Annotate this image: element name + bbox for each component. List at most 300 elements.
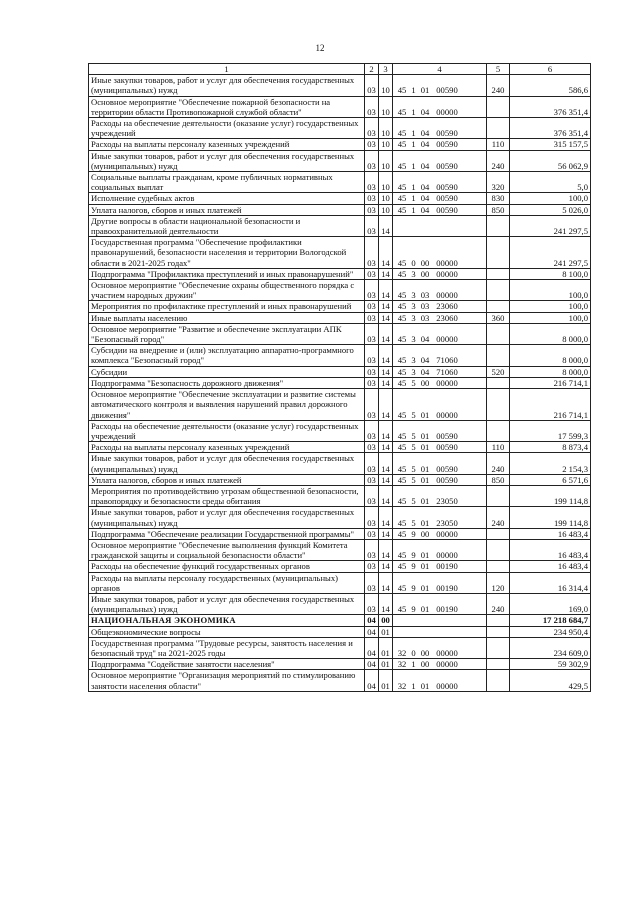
- target-code-cell: [393, 670, 487, 691]
- target-code-segment: 04: [420, 355, 430, 366]
- target-code-cell: [393, 118, 487, 139]
- expense-type-cell: [487, 377, 510, 388]
- target-code-cell: [393, 485, 487, 506]
- subsection-code-cell: 14: [379, 280, 393, 301]
- expense-type-cell: [487, 539, 510, 560]
- target-code-cell: [393, 442, 487, 453]
- target-code-segment: 00190: [436, 604, 458, 615]
- expense-type-cell: [487, 615, 510, 626]
- amount-cell: 100,0: [510, 193, 591, 204]
- row-name-cell: Иные закупки товаров, работ и услуг для обеспечения государственных (муниципальных) нужд: [89, 507, 365, 528]
- target-code-segment: 00: [420, 659, 430, 670]
- target-code-segment: 3: [411, 268, 416, 279]
- row-name-cell: Социальные выплаты гражданам, кроме публичных нормативных социальных выплат: [89, 172, 365, 193]
- table-row: [89, 389, 591, 421]
- target-code-segment: 00000: [436, 106, 458, 117]
- target-code-cell: [393, 96, 487, 117]
- row-name-cell: Общеэкономические вопросы: [89, 626, 365, 637]
- row-name-cell: Подпрограмма "Содействие занятости населения": [89, 659, 365, 670]
- expense-type-cell: [487, 485, 510, 506]
- subsection-code-cell: 10: [379, 139, 393, 150]
- target-code-segment: 00000: [436, 680, 458, 691]
- target-code-segment: 00590: [436, 442, 458, 453]
- target-code-segment: 45: [397, 257, 407, 268]
- expense-type-cell: 240: [487, 593, 510, 614]
- row-name-cell: Расходы на обеспечение деятельности (оказание услуг) государственных учреждений: [89, 118, 365, 139]
- row-name-cell: НАЦИОНАЛЬНАЯ ЭКОНОМИКА: [89, 615, 365, 626]
- expense-type-cell: 120: [487, 572, 510, 593]
- target-code-cell: [393, 389, 487, 421]
- target-code-segment: 00000: [436, 528, 458, 539]
- target-code-segment: 45: [397, 128, 407, 139]
- expense-type-cell: [487, 345, 510, 366]
- target-code-segment: 45: [397, 182, 407, 193]
- target-code-segment: 00000: [436, 290, 458, 301]
- subsection-code-cell: 14: [379, 507, 393, 528]
- target-code-cell: [393, 626, 487, 637]
- table-row: [89, 366, 591, 377]
- row-name-cell: Расходы на выплаты персоналу государственных (муниципальных) органов: [89, 572, 365, 593]
- target-code-segment: 01: [420, 680, 430, 691]
- row-name-cell: Основное мероприятие "Организация мероприятий по стимулированию занятости населения области": [89, 670, 365, 691]
- target-code-segment: 00000: [436, 659, 458, 670]
- target-code-cell: [393, 215, 487, 236]
- row-name-cell: Уплата налогов, сборов и иных платежей: [89, 474, 365, 485]
- row-name-cell: Подпрограмма "Безопасность дорожного движения": [89, 377, 365, 388]
- subsection-code-cell: 14: [379, 572, 393, 593]
- target-code-segment: 00590: [436, 430, 458, 441]
- table-row: [89, 215, 591, 236]
- amount-cell: 17 218 684,7: [510, 615, 591, 626]
- row-name-cell: Подпрограмма "Обеспечение реализации Государственной программы": [89, 528, 365, 539]
- target-code-segment: 01: [420, 604, 430, 615]
- table-row: [89, 204, 591, 215]
- table-row: [89, 139, 591, 150]
- target-code-segment: 45: [397, 312, 407, 323]
- section-code-cell: 03: [365, 96, 379, 117]
- section-code-cell: 03: [365, 150, 379, 171]
- target-code-segment: 45: [397, 301, 407, 312]
- section-code-cell: 03: [365, 75, 379, 96]
- target-code-segment: 23060: [436, 312, 458, 323]
- target-code-segment: 45: [397, 550, 407, 561]
- subsection-code-cell: 14: [379, 301, 393, 312]
- table-row: [89, 193, 591, 204]
- target-code-segment: 03: [420, 312, 430, 323]
- subsection-code-cell: 00: [379, 615, 393, 626]
- column-header: 3: [379, 64, 393, 75]
- amount-cell: 56 062,9: [510, 150, 591, 171]
- amount-cell: 241 297,5: [510, 237, 591, 269]
- section-code-cell: 03: [365, 366, 379, 377]
- table-row: [89, 345, 591, 366]
- amount-cell: 8 100,0: [510, 268, 591, 279]
- amount-cell: 315 157,5: [510, 139, 591, 150]
- target-code-cell: [393, 172, 487, 193]
- target-code-segment: 00590: [436, 139, 458, 150]
- target-code-segment: 0: [411, 647, 416, 658]
- target-code-segment: 01: [420, 550, 430, 561]
- target-code-segment: 45: [397, 334, 407, 345]
- subsection-code-cell: 14: [379, 377, 393, 388]
- section-code-cell: 03: [365, 118, 379, 139]
- target-code-segment: 9: [411, 528, 416, 539]
- target-code-segment: 00590: [436, 463, 458, 474]
- row-name-cell: Расходы на выплаты персоналу казенных учреждений: [89, 442, 365, 453]
- target-code-cell: [393, 637, 487, 658]
- target-code-segment: 45: [397, 290, 407, 301]
- target-code-segment: 00590: [436, 474, 458, 485]
- target-code-cell: [393, 280, 487, 301]
- target-code-cell: [393, 204, 487, 215]
- expense-type-cell: 110: [487, 442, 510, 453]
- target-code-cell: [393, 345, 487, 366]
- section-code-cell: 03: [365, 139, 379, 150]
- amount-cell: 59 302,9: [510, 659, 591, 670]
- table-row: [89, 268, 591, 279]
- target-code-segment: 04: [420, 106, 430, 117]
- target-code-segment: 45: [397, 582, 407, 593]
- target-code-segment: 01: [420, 496, 430, 507]
- expense-type-cell: [487, 323, 510, 344]
- subsection-code-cell: 01: [379, 670, 393, 691]
- expense-type-cell: [487, 215, 510, 236]
- amount-cell: 586,6: [510, 75, 591, 96]
- target-code-segment: 04: [420, 366, 430, 377]
- amount-cell: 216 714,1: [510, 377, 591, 388]
- section-code-cell: 03: [365, 539, 379, 560]
- table-row: [89, 312, 591, 323]
- target-code-segment: 3: [411, 301, 416, 312]
- table-row: [89, 626, 591, 637]
- section-code-cell: 03: [365, 593, 379, 614]
- subsection-code-cell: 10: [379, 150, 393, 171]
- expense-type-cell: [487, 268, 510, 279]
- target-code-cell: [393, 323, 487, 344]
- target-code-segment: 04: [420, 139, 430, 150]
- row-name-cell: Уплата налогов, сборов и иных платежей: [89, 204, 365, 215]
- expense-type-cell: [487, 528, 510, 539]
- target-code-segment: 45: [397, 442, 407, 453]
- subsection-code-cell: 10: [379, 75, 393, 96]
- subsection-code-cell: 14: [379, 453, 393, 474]
- table-row: [89, 670, 591, 691]
- row-name-cell: Субсидии: [89, 366, 365, 377]
- target-code-segment: 45: [397, 463, 407, 474]
- target-code-cell: [393, 593, 487, 614]
- target-code-segment: 1: [411, 193, 416, 204]
- target-code-segment: 45: [397, 474, 407, 485]
- amount-cell: 216 714,1: [510, 389, 591, 421]
- amount-cell: 16 483,4: [510, 539, 591, 560]
- column-header: 4: [393, 64, 487, 75]
- expense-type-cell: 110: [487, 139, 510, 150]
- subsection-code-cell: 14: [379, 389, 393, 421]
- target-code-segment: 04: [420, 182, 430, 193]
- row-name-cell: Иные закупки товаров, работ и услуг для обеспечения государственных (муниципальных) нужд: [89, 593, 365, 614]
- expense-type-cell: [487, 670, 510, 691]
- table-row: [89, 593, 591, 614]
- target-code-segment: 01: [420, 409, 430, 420]
- expense-type-cell: [487, 637, 510, 658]
- target-code-segment: 1: [411, 85, 416, 96]
- section-code-cell: 03: [365, 420, 379, 441]
- amount-cell: 234 609,0: [510, 637, 591, 658]
- row-name-cell: Иные закупки товаров, работ и услуг для обеспечения государственных (муниципальных) нужд: [89, 453, 365, 474]
- target-code-segment: 5: [411, 463, 416, 474]
- section-code-cell: 03: [365, 572, 379, 593]
- target-code-segment: 00000: [436, 550, 458, 561]
- target-code-cell: [393, 312, 487, 323]
- row-name-cell: Расходы на выплаты персоналу казенных учреждений: [89, 139, 365, 150]
- expense-type-cell: 240: [487, 150, 510, 171]
- table-row: [89, 237, 591, 269]
- target-code-segment: 0: [411, 257, 416, 268]
- amount-cell: 16 483,4: [510, 528, 591, 539]
- subsection-code-cell: 14: [379, 485, 393, 506]
- target-code-segment: 5: [411, 377, 416, 388]
- target-code-segment: 45: [397, 496, 407, 507]
- table-row: [89, 572, 591, 593]
- table-row: [89, 659, 591, 670]
- target-code-segment: 04: [420, 193, 430, 204]
- page-number: 12: [315, 43, 325, 53]
- subsection-code-cell: 14: [379, 268, 393, 279]
- subsection-code-cell: 14: [379, 561, 393, 572]
- target-code-segment: 00000: [436, 334, 458, 345]
- table-row: [89, 118, 591, 139]
- target-code-segment: 1: [411, 680, 416, 691]
- amount-cell: 16 483,4: [510, 561, 591, 572]
- row-name-cell: Мероприятия по профилактике преступлений и иных правонарушений: [89, 301, 365, 312]
- amount-cell: 234 950,4: [510, 626, 591, 637]
- target-code-segment: 45: [397, 85, 407, 96]
- section-code-cell: 03: [365, 453, 379, 474]
- target-code-cell: [393, 75, 487, 96]
- table-row: [89, 528, 591, 539]
- subsection-code-cell: 14: [379, 593, 393, 614]
- column-header: 2: [365, 64, 379, 75]
- expense-type-cell: [487, 626, 510, 637]
- target-code-segment: 5: [411, 430, 416, 441]
- target-code-segment: 5: [411, 442, 416, 453]
- target-code-segment: 01: [420, 463, 430, 474]
- target-code-cell: [393, 659, 487, 670]
- section-code-cell: 03: [365, 389, 379, 421]
- row-name-cell: Государственная программа "Трудовые ресурсы, занятость населения и безопасный труд" на 2021-2025 годы: [89, 637, 365, 658]
- column-header: 5: [487, 64, 510, 75]
- row-name-cell: Исполнение судебных актов: [89, 193, 365, 204]
- section-code-cell: 03: [365, 172, 379, 193]
- section-code-cell: 03: [365, 193, 379, 204]
- target-code-segment: 1: [411, 182, 416, 193]
- table-row: [89, 485, 591, 506]
- expense-type-cell: [487, 301, 510, 312]
- expense-type-cell: [487, 237, 510, 269]
- amount-cell: 199 114,8: [510, 485, 591, 506]
- section-code-cell: 03: [365, 237, 379, 269]
- target-code-segment: 45: [397, 106, 407, 117]
- target-code-segment: 00590: [436, 182, 458, 193]
- table-row: [89, 172, 591, 193]
- section-code-cell: 04: [365, 637, 379, 658]
- subsection-code-cell: 14: [379, 323, 393, 344]
- table-row: [89, 637, 591, 658]
- expense-type-cell: [487, 659, 510, 670]
- subsection-code-cell: 14: [379, 237, 393, 269]
- amount-cell: 169,0: [510, 593, 591, 614]
- target-code-segment: 00: [420, 377, 430, 388]
- subsection-code-cell: 10: [379, 96, 393, 117]
- target-code-segment: 1: [411, 160, 416, 171]
- amount-cell: 100,0: [510, 301, 591, 312]
- target-code-segment: 04: [420, 334, 430, 345]
- budget-table: [88, 63, 591, 692]
- row-name-cell: Расходы на обеспечение деятельности (оказание услуг) государственных учреждений: [89, 420, 365, 441]
- target-code-segment: 00190: [436, 582, 458, 593]
- target-code-segment: 45: [397, 528, 407, 539]
- section-code-cell: 04: [365, 659, 379, 670]
- amount-cell: 376 351,4: [510, 118, 591, 139]
- target-code-segment: 45: [397, 430, 407, 441]
- target-code-cell: [393, 366, 487, 377]
- amount-cell: 8 873,4: [510, 442, 591, 453]
- target-code-segment: 71060: [436, 355, 458, 366]
- target-code-segment: 00590: [436, 160, 458, 171]
- target-code-segment: 1: [411, 139, 416, 150]
- target-code-segment: 71060: [436, 366, 458, 377]
- section-code-cell: 03: [365, 280, 379, 301]
- subsection-code-cell: 14: [379, 345, 393, 366]
- expense-type-cell: 320: [487, 172, 510, 193]
- target-code-cell: [393, 150, 487, 171]
- expense-type-cell: 850: [487, 204, 510, 215]
- expense-type-cell: 240: [487, 507, 510, 528]
- subsection-code-cell: 10: [379, 204, 393, 215]
- row-name-cell: Государственная программа "Обеспечение профилактики правонарушений, безопасности населения и территории Вологодской области в 2021-2025 годах": [89, 237, 365, 269]
- section-code-cell: 03: [365, 323, 379, 344]
- section-code-cell: 03: [365, 561, 379, 572]
- target-code-segment: 00190: [436, 561, 458, 572]
- expense-type-cell: 240: [487, 453, 510, 474]
- row-name-cell: Основное мероприятие "Обеспечение эксплуатации и развитие системы автоматического контроля и выявления нарушений правил дорожного движения": [89, 389, 365, 421]
- target-code-cell: [393, 539, 487, 560]
- row-name-cell: Основное мероприятие "Обеспечение охраны общественного порядка с участием народных дружин": [89, 280, 365, 301]
- expense-type-cell: [487, 420, 510, 441]
- expense-type-cell: 830: [487, 193, 510, 204]
- amount-cell: 17 599,3: [510, 420, 591, 441]
- target-code-segment: 45: [397, 139, 407, 150]
- subsection-code-cell: 10: [379, 172, 393, 193]
- table-row: [89, 280, 591, 301]
- amount-cell: 241 297,5: [510, 215, 591, 236]
- section-code-cell: 03: [365, 345, 379, 366]
- expense-type-cell: [487, 389, 510, 421]
- table-row: [89, 442, 591, 453]
- target-code-segment: 01: [420, 517, 430, 528]
- target-code-cell: [393, 268, 487, 279]
- target-code-segment: 1: [411, 659, 416, 670]
- target-code-cell: [393, 615, 487, 626]
- table-row: [89, 539, 591, 560]
- target-code-segment: 32: [397, 659, 407, 670]
- target-code-segment: 1: [411, 128, 416, 139]
- section-code-cell: 03: [365, 268, 379, 279]
- row-name-cell: Основное мероприятие "Обеспечение пожарной безопасности на территории области Противопожарной службой области": [89, 96, 365, 117]
- target-code-segment: 9: [411, 604, 416, 615]
- subsection-code-cell: 14: [379, 528, 393, 539]
- subsection-code-cell: 14: [379, 442, 393, 453]
- row-name-cell: Подпрограмма "Профилактика преступлений и иных правонарушений": [89, 268, 365, 279]
- target-code-segment: 3: [411, 366, 416, 377]
- target-code-segment: 45: [397, 366, 407, 377]
- target-code-segment: 00000: [436, 377, 458, 388]
- expense-type-cell: [487, 280, 510, 301]
- target-code-segment: 01: [420, 442, 430, 453]
- row-name-cell: Субсидии на внедрение и (или) эксплуатацию аппаратно-программного комплекса "Безопасный город": [89, 345, 365, 366]
- table-header-row: [89, 64, 591, 75]
- table-row: [89, 150, 591, 171]
- target-code-cell: [393, 139, 487, 150]
- target-code-segment: 01: [420, 85, 430, 96]
- target-code-segment: 00000: [436, 647, 458, 658]
- target-code-segment: 32: [397, 647, 407, 658]
- target-code-segment: 45: [397, 561, 407, 572]
- section-code-cell: 03: [365, 528, 379, 539]
- subsection-code-cell: 14: [379, 215, 393, 236]
- target-code-segment: 01: [420, 561, 430, 572]
- subsection-code-cell: 01: [379, 637, 393, 658]
- table-row: [89, 474, 591, 485]
- row-name-cell: Иные выплаты населению: [89, 312, 365, 323]
- table-row: [89, 301, 591, 312]
- target-code-segment: 1: [411, 204, 416, 215]
- subsection-code-cell: 14: [379, 366, 393, 377]
- target-code-segment: 45: [397, 355, 407, 366]
- row-name-cell: Иные закупки товаров, работ и услуг для обеспечения государственных (муниципальных) нужд: [89, 75, 365, 96]
- target-code-segment: 3: [411, 334, 416, 345]
- subsection-code-cell: 10: [379, 193, 393, 204]
- target-code-segment: 03: [420, 301, 430, 312]
- subsection-code-cell: 01: [379, 626, 393, 637]
- target-code-segment: 45: [397, 377, 407, 388]
- target-code-segment: 3: [411, 355, 416, 366]
- expense-type-cell: 240: [487, 75, 510, 96]
- expense-type-cell: [487, 118, 510, 139]
- target-code-cell: [393, 301, 487, 312]
- subsection-code-cell: 10: [379, 118, 393, 139]
- target-code-segment: 45: [397, 204, 407, 215]
- row-name-cell: Расходы на обеспечение функций государственных органов: [89, 561, 365, 572]
- amount-cell: 376 351,4: [510, 96, 591, 117]
- expense-type-cell: 850: [487, 474, 510, 485]
- target-code-segment: 9: [411, 561, 416, 572]
- section-code-cell: 04: [365, 670, 379, 691]
- target-code-segment: 23050: [436, 496, 458, 507]
- target-code-segment: 00000: [436, 257, 458, 268]
- amount-cell: 429,5: [510, 670, 591, 691]
- table-row: [89, 96, 591, 117]
- column-header: 1: [89, 64, 365, 75]
- target-code-segment: 45: [397, 193, 407, 204]
- target-code-segment: 45: [397, 517, 407, 528]
- target-code-segment: 00000: [436, 268, 458, 279]
- table-row: [89, 377, 591, 388]
- target-code-segment: 3: [411, 290, 416, 301]
- target-code-cell: [393, 377, 487, 388]
- target-code-segment: 5: [411, 474, 416, 485]
- target-code-segment: 01: [420, 430, 430, 441]
